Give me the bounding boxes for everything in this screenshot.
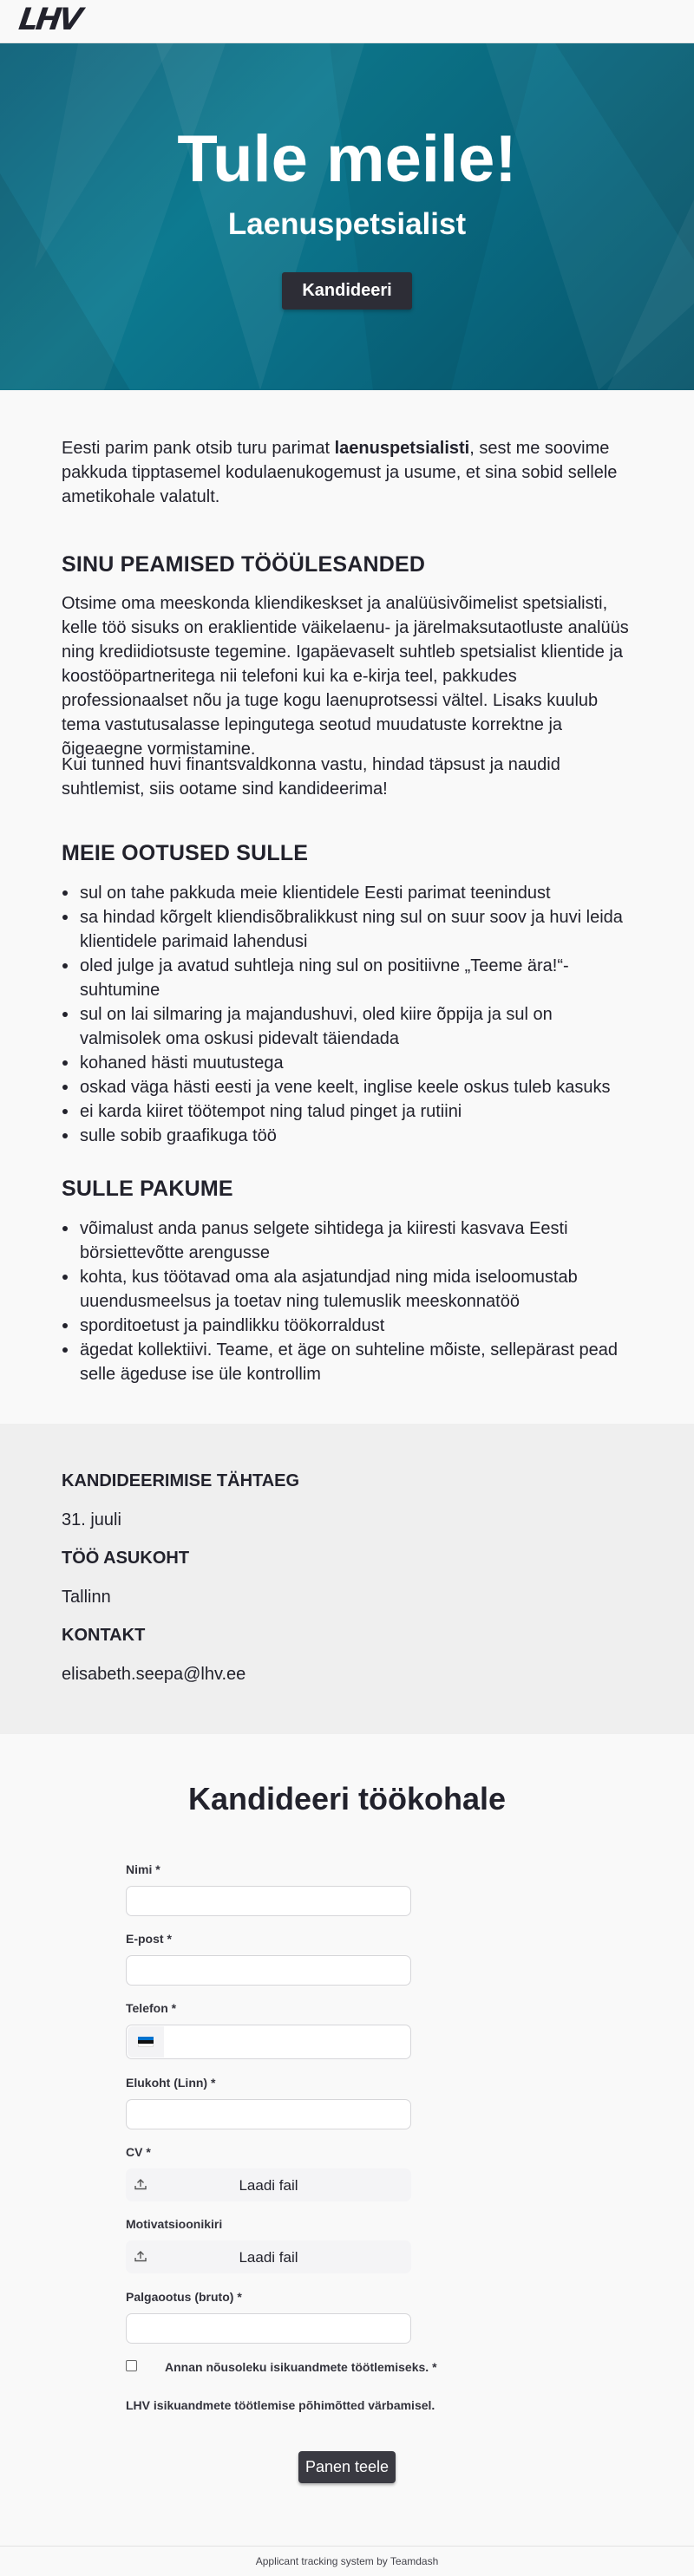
lhv-logo[interactable]: LHV (16, 3, 82, 37)
hero-title: Tule meile! (177, 122, 517, 196)
hero-banner (0, 43, 694, 390)
list-item: sul on lai silmaring ja majandushuvi, oled kiire õppija ja sul on valmisolek oma oskusi pidevalt täiendada (62, 1002, 634, 1051)
consent-label[interactable]: Annan nõusoleku isikuandmete töötlemiseks. * (165, 2360, 437, 2374)
location-value: Tallinn (62, 1588, 111, 1607)
salary-label: Palgaootus (bruto) * (126, 2290, 242, 2304)
residence-field[interactable] (126, 2099, 411, 2129)
deadline-value: 31. juuli (62, 1510, 121, 1529)
duties-heading: SINU PEAMISED TÖÖÜLESANDED (62, 552, 426, 577)
motivation-label: Motivatsioonikiri (126, 2217, 223, 2231)
expectations-list (62, 881, 634, 1148)
apply-button[interactable]: Kandideeri (282, 272, 412, 310)
deadline-label: KANDIDEERIMISE TÄHTAEG (62, 1471, 300, 1490)
offer-heading: SULLE PAKUME (62, 1177, 233, 1201)
residence-label: Elukoht (Linn) * (126, 2076, 216, 2090)
footer-credit-link[interactable]: Applicant tracking system by Teamdash (255, 2555, 439, 2567)
list-item: kohaned hästi muutustega (62, 1051, 634, 1075)
expectations-heading: MEIE OOTUSED SULLE (62, 841, 309, 865)
email-label: E-post * (126, 1932, 172, 1946)
phone-label: Telefon * (126, 2001, 177, 2015)
cv-upload-button[interactable] (126, 2168, 411, 2201)
privacy-policy-link[interactable]: LHV isikuandmete töötlemise põhimõtted värbamisel. (126, 2398, 435, 2412)
cv-upload-label: Laadi fail (239, 2177, 298, 2194)
contact-email[interactable]: elisabeth.seepa@lhv.ee (62, 1665, 246, 1684)
list-item: sa hindad kõrgelt kliendisõbralikkust ning sul on suur soov ja huvi leida klientidele parimaid lahendusi (62, 905, 634, 954)
list-item: sulle sobib graafikuga töö (62, 1124, 634, 1148)
country-flag-selector[interactable] (128, 2026, 164, 2058)
list-item: kohta, kus töötavad oma ala asjatundjad ning mida iseloomustab uuendusmeelsus ja toetav ning tulemuslik meeskonnatöö (62, 1265, 634, 1314)
intro-text-end: , sest me soovime pakkuda tipptasemel kodulaenukogemust ja usume, et sina sobid sellele ametikohale valatult. (62, 439, 618, 506)
duties-paragraph: Otsime oma meeskonda kliendikeskset ja analüüsivõimelist spetsialisti, kelle töö sisuks on eraklientide väikelaenu- ja järelmaksutaotluste analüüs ning krediidiotsuste tegemine. Igapäevaselt suhtleb spetsialist klientide ja koostööpartneritega nii telefoni kui ka e-kirja teel, pakkudes professionaalset nõu ja tuge kogu laenuprotsessi vältel. Lisaks kuulub tema vastutusalasse lepingutega seotud muudatuste korrektne ja õigeaegne vormistamine. (62, 594, 629, 759)
list-item: võimalust anda panus selgete sihtidega ja kiiresti kasvava Eesti börsiettevõtte arengusse (62, 1216, 634, 1265)
salary-field[interactable] (126, 2313, 411, 2344)
contact-label: KONTAKT (62, 1626, 146, 1645)
email-field[interactable] (126, 1955, 411, 1986)
list-item: oskad väga hästi eesti ja vene keelt, inglise keele oskus tuleb kasuks (62, 1075, 634, 1099)
motivation-upload-button[interactable] (126, 2240, 411, 2273)
top-bar (0, 0, 694, 43)
list-item: sul on tahe pakkuda meie klientidele Eesti parimat teenindust (62, 881, 634, 905)
list-item: oled julge ja avatud suhtleja ning sul on positiivne „Teeme ära!“-suhtumine (62, 954, 634, 1002)
cv-label: CV * (126, 2145, 151, 2159)
list-item: sporditoetust ja paindlikku töökorraldust (62, 1314, 634, 1338)
duties-invitation-paragraph: Kui tunned huvi finantsvaldkonna vastu, hindad täpsust ja naudid suhtlemist, siis ootame sind kandideerima! (62, 755, 560, 799)
motivation-upload-label: Laadi fail (239, 2249, 298, 2266)
submit-button[interactable]: Panen teele (298, 2451, 396, 2483)
intro-paragraph (62, 436, 634, 509)
phone-field[interactable] (126, 2025, 411, 2059)
list-item: ägedat kollektiivi. Teame, et äge on suhteline mõiste, sellepärast pead selle ägeduse ise üle kontrollim (62, 1338, 634, 1386)
list-item: ei karda kiiret töötempot ning talud pinget ja rutiini (62, 1099, 634, 1124)
name-label: Nimi * (126, 1862, 160, 1876)
job-info-section (0, 1424, 694, 1734)
intro-text-bold: laenuspetsialisti (334, 439, 470, 458)
consent-checkbox[interactable] (126, 2360, 137, 2371)
intro-text-start: Eesti parim pank otsib turu parimat (62, 439, 335, 458)
flag-stripe (138, 2044, 154, 2047)
footer (0, 2546, 694, 2576)
offer-list (62, 1216, 634, 1386)
location-label: TÖÖ ASUKOHT (62, 1549, 190, 1568)
name-field[interactable] (126, 1886, 411, 1916)
application-form-title: Kandideeri töökohale (187, 1781, 507, 1816)
hero-subtitle: Laenuspetsialist (227, 207, 467, 241)
